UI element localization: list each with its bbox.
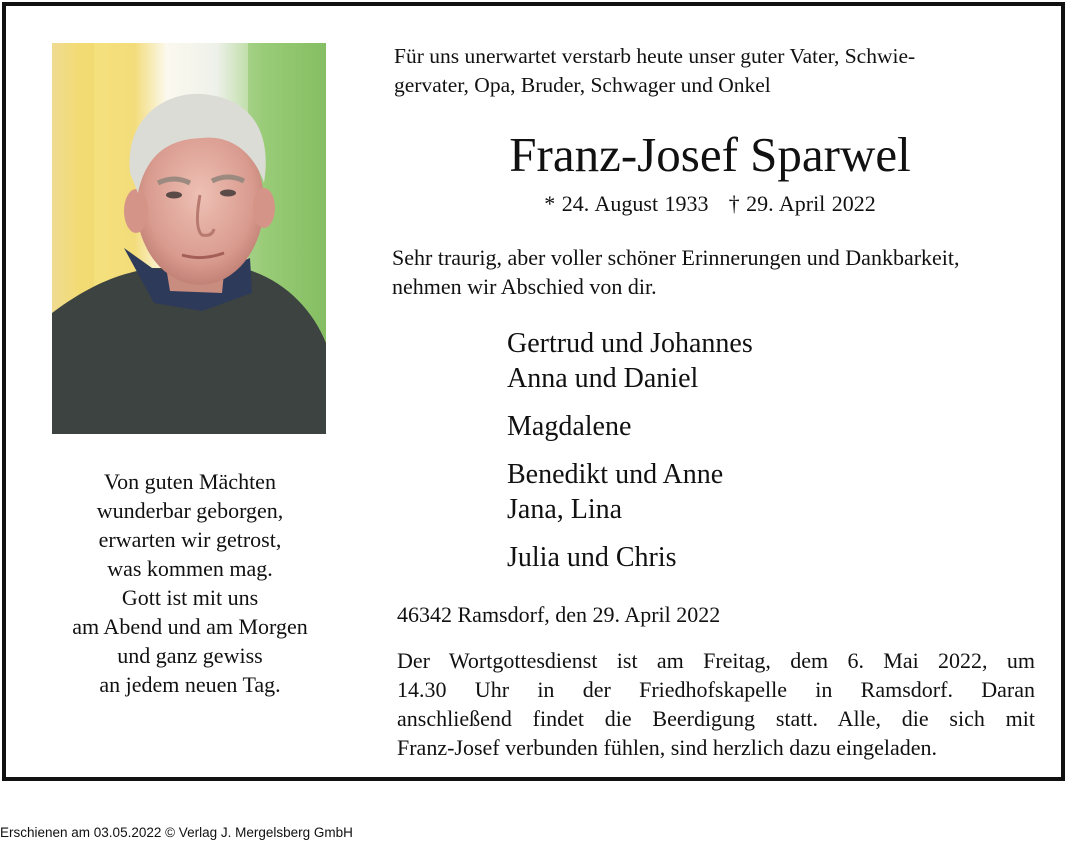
family-member: Benedikt und Anne — [507, 459, 724, 490]
poem-line: an jedem neuen Tag. — [99, 672, 281, 697]
intro-text — [394, 42, 1034, 100]
family-member: Anna und Daniel — [507, 363, 699, 394]
poem-line: was kommen mag. — [107, 556, 273, 581]
poem-line: Gott ist mit uns — [121, 585, 259, 610]
poem-line: am Abend und am Morgen — [72, 614, 308, 639]
service-line: anschließend findet die Beerdigung statt. Alle, die sich mit — [397, 706, 1035, 731]
family-member: Jana, Lina — [507, 494, 623, 525]
service-line: Der Wortgottesdienst ist am Freitag, dem 6. Mai 2022, um — [397, 648, 1035, 673]
poem-line: Von guten Mächten — [104, 469, 276, 494]
family-member: Gertrud und Johannes — [507, 328, 753, 359]
intro-line: gervater, Opa, Bruder, Schwager und Onkel — [394, 73, 771, 97]
farewell-line: Sehr traurig, aber voller schöner Erinnerungen und Dankbarkeit, — [392, 245, 960, 270]
death-date: † 29. April 2022 — [728, 191, 876, 216]
birth-date: * 24. August 1933 — [544, 191, 709, 216]
family-member: Magdalene — [507, 411, 632, 442]
place-and-date: 46342 Ramsdorf, den 29. April 2022 — [397, 602, 721, 627]
poem-line: erwarten wir getrost, — [98, 527, 282, 552]
service-line: 14.30 Uhr in der Friedhofskapelle in Ramsdorf. Daran — [397, 677, 1035, 702]
farewell-line: nehmen wir Abschied von dir. — [392, 274, 657, 299]
deceased-name: Franz-Josef Sparwel — [509, 127, 911, 182]
poem — [40, 467, 340, 699]
farewell-text — [392, 243, 1042, 301]
publication-footer: Erschienen am 03.05.2022 © Verlag J. Mergelsberg GmbH — [0, 825, 353, 840]
family-member: Julia und Chris — [507, 542, 677, 573]
portrait-photo — [52, 43, 326, 434]
life-dates — [394, 189, 1026, 218]
poem-line: und ganz gewiss — [117, 643, 263, 668]
service-info — [397, 646, 1035, 762]
service-line: Franz-Josef verbunden fühlen, sind herzlich dazu eingeladen. — [397, 735, 938, 760]
intro-line: Für uns unerwartet verstarb heute unser guter Vater, Schwie- — [394, 44, 916, 68]
poem-line: wunderbar geborgen, — [96, 498, 284, 523]
